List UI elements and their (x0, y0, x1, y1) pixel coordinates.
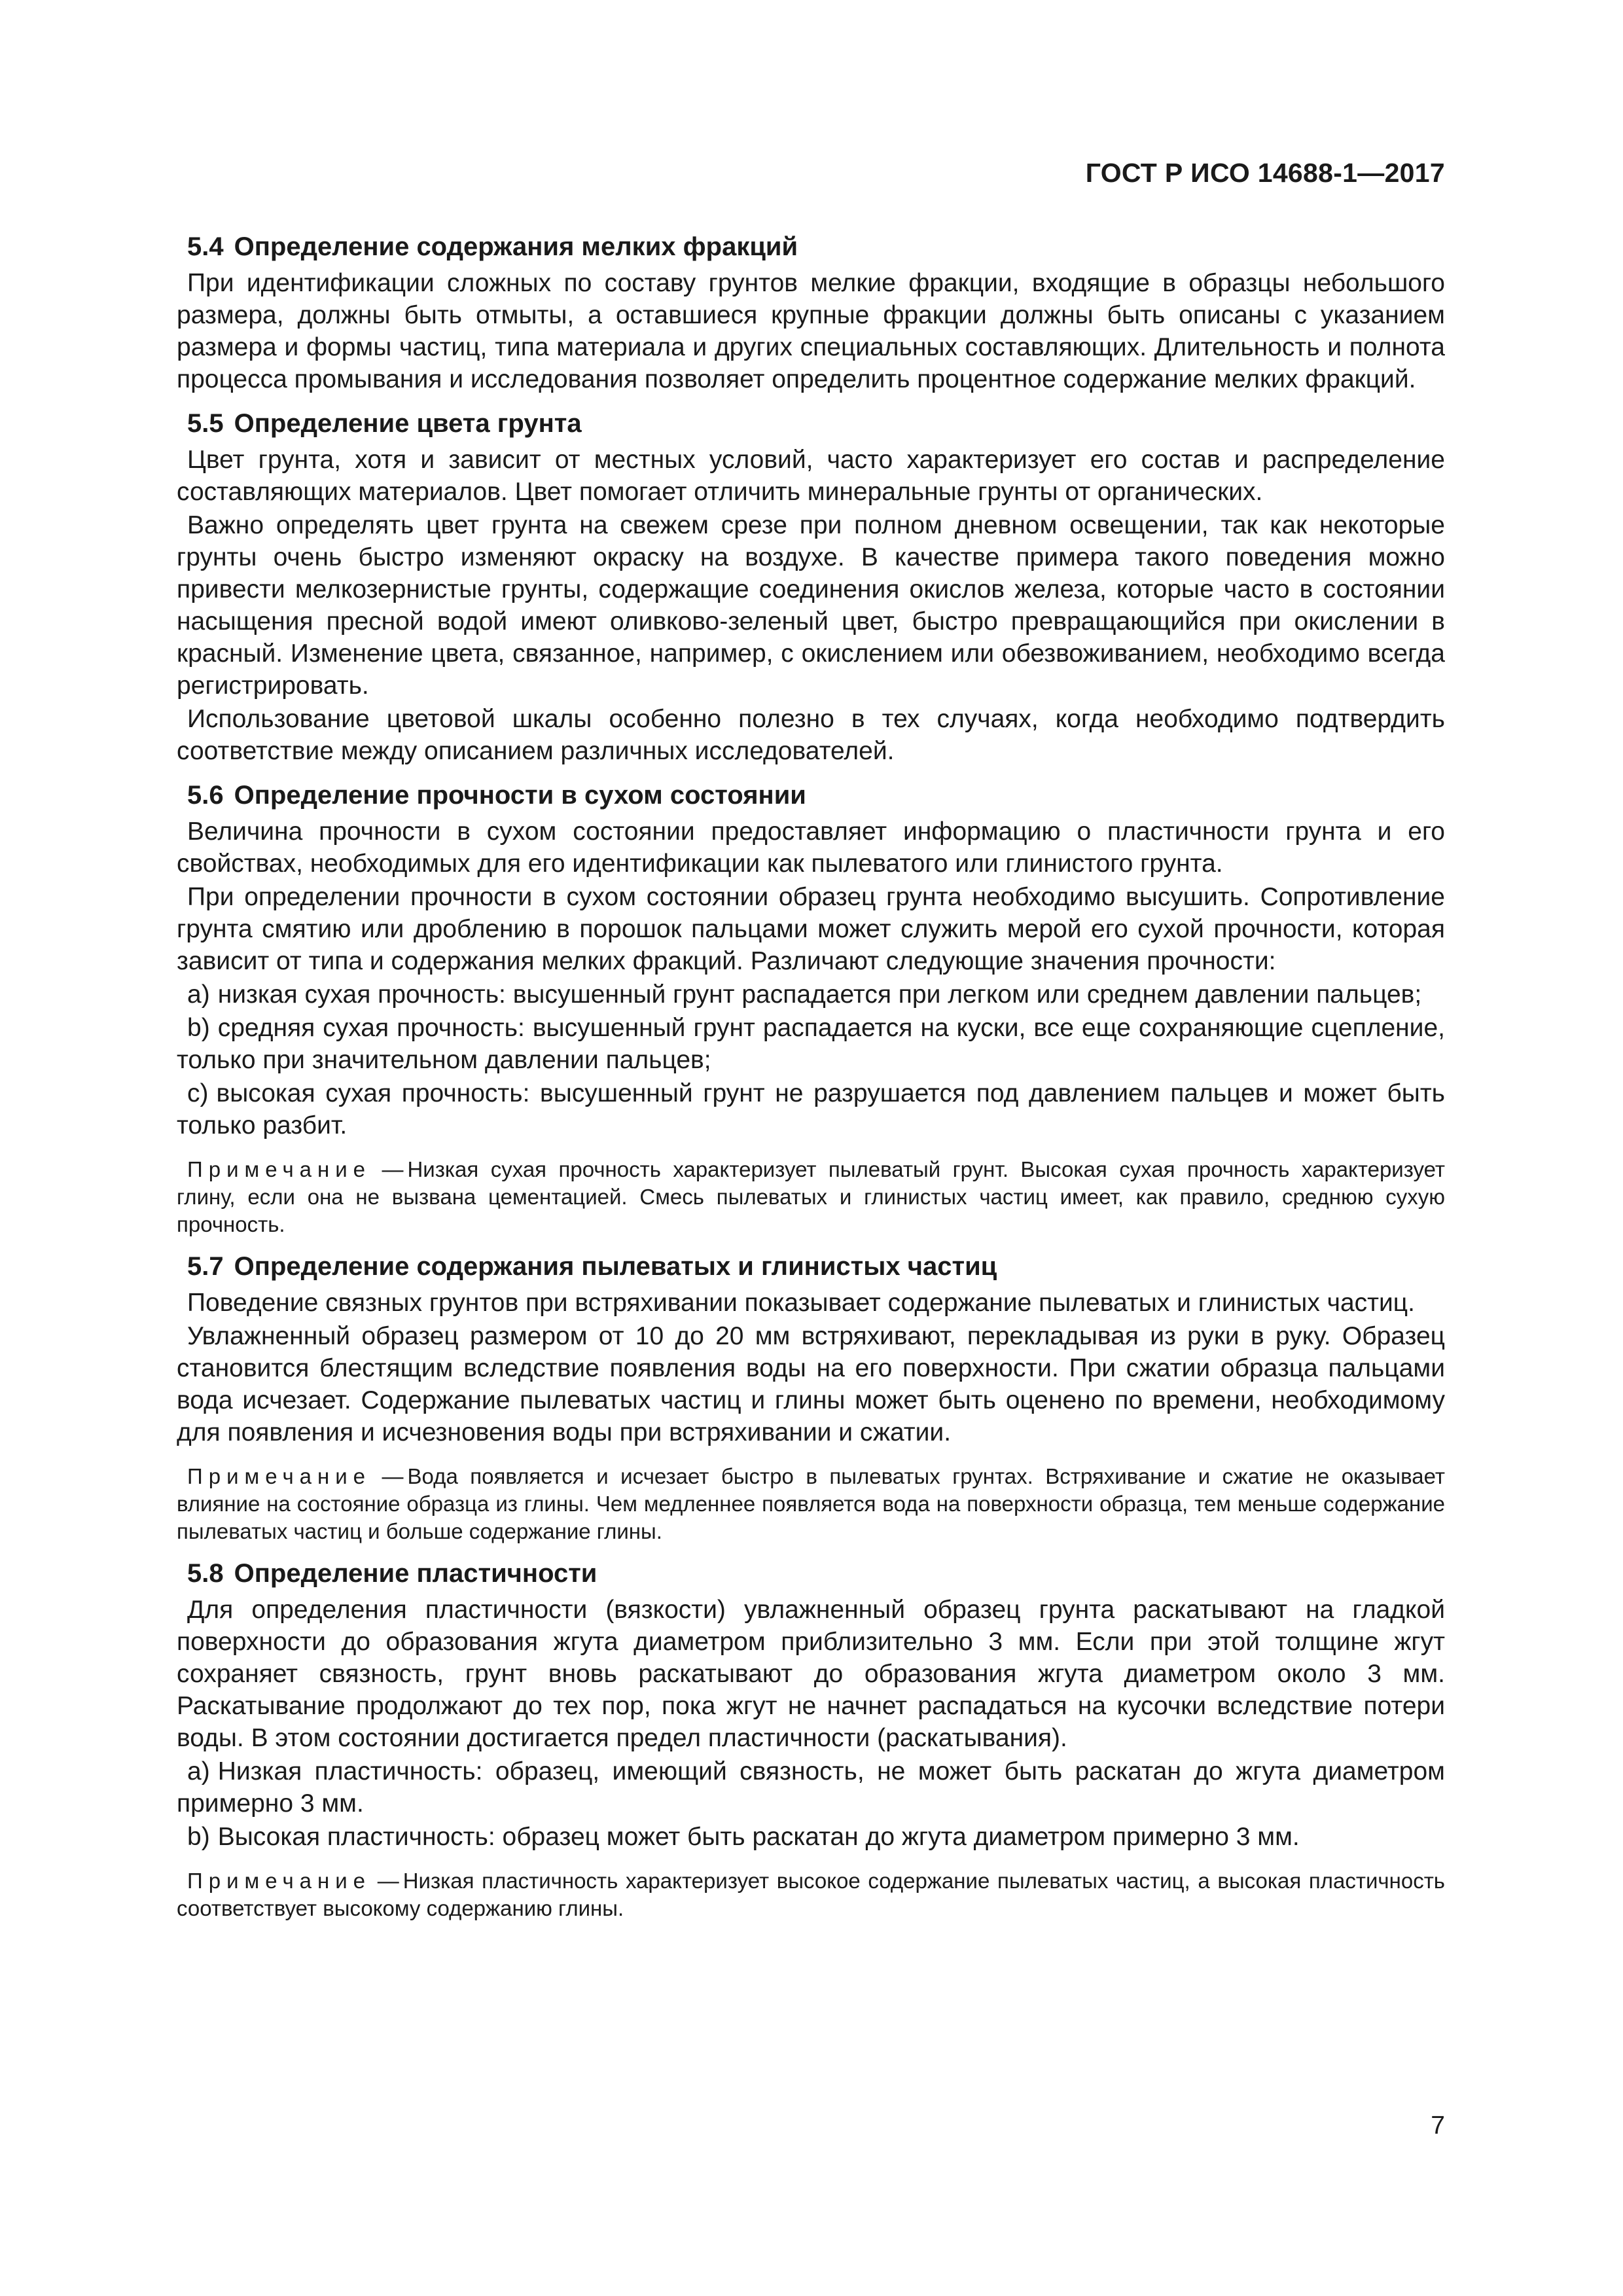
note-text: Низкая сухая прочность характеризует пылеватый грунт. Высокая сухая прочность характеризует глину, если она не вызвана цементацией. Смесь пылеватых и глинистых частиц имеет, как правило, среднюю сухую прочность. (177, 1157, 1445, 1236)
paragraph: Цвет грунта, хотя и зависит от местных условий, часто характеризует его состав и распределение составляющих материалов. Цвет помогает отличить минеральные грунты от органических. (177, 446, 1445, 506)
paragraph: Величина прочности в сухом состоянии предоставляет информацию о пластичности грунта и его свойствах, необходимых для его идентификации как пылеватого или глинистого грунта. (177, 817, 1445, 878)
list-item-letter: b) (187, 1014, 210, 1042)
list-item (177, 978, 1445, 1011)
note (177, 1463, 1445, 1545)
note-dash: — (377, 1869, 399, 1893)
section-heading-5-4 (177, 230, 1445, 263)
list-item-text: Низкая пластичность: образец, имеющий связность, не может быть раскатан до жгута диаметром примерно 3 мм. (177, 1757, 1445, 1818)
note-label: Примечание (187, 1869, 372, 1893)
list-item-letter: c) (187, 1079, 209, 1107)
list-item (177, 1012, 1445, 1076)
list-item (177, 1821, 1445, 1853)
document-body (177, 230, 1445, 1931)
list-item (177, 1755, 1445, 1820)
note-label: Примечание (187, 1157, 372, 1181)
note-dash: — (382, 1464, 404, 1488)
section-title: Определение прочности в сухом состоянии (234, 781, 806, 810)
list-item-text: низкая сухая прочность: высушенный грунт распадается при легком или среднем давлении пальцев; (217, 980, 1422, 1009)
list-item-text: высокая сухая прочность: высушенный грунт не разрушается под давлением пальцев и может быть только разбит. (177, 1079, 1445, 1139)
section-number: 5.4 (187, 232, 224, 261)
page-number: 7 (1431, 2111, 1445, 2140)
section-heading-5-7 (177, 1250, 1445, 1283)
paragraph: Для определения пластичности (вязкости) увлажненный образец грунта раскатывают на гладкой поверхности до образования жгута диаметром приблизительно 3 мм. Если при этой толщине жгут сохраняет связность, грунт вновь раскатывают до образования жгута диаметром около 3 мм. Раскатывание продолжают до тех пор, пока жгут не начнет распадаться на кусочки вследствие потери воды. В этом состоянии достигается предел пластичности (раскатывания). (177, 1596, 1445, 1752)
list-item (177, 1077, 1445, 1141)
paragraph: При определении прочности в сухом состоянии образец грунта необходимо высушить. Сопротивление грунта смятию или дроблению в порошок пальцами может служить мерой его сухой прочности, которая зависит от типа и содержания мелких фракций. Различают следующие значения прочности: (177, 883, 1445, 975)
note-text: Вода появляется и исчезает быстро в пылеватых грунтах. Встряхивание и сжатие не оказывает влияние на состояние образца из глины. Чем медленнее появляется вода на поверхности образца, тем меньше содержание пылеватых частиц и больше содержание глины. (177, 1464, 1445, 1543)
section-title: Определение цвета грунта (234, 409, 582, 438)
section-number: 5.8 (187, 1559, 224, 1588)
list-item-letter: b) (187, 1823, 210, 1851)
note (177, 1156, 1445, 1238)
list-item-letter: a) (187, 1757, 210, 1785)
paragraph: Поведение связных грунтов при встряхивании показывает содержание пылеватых и глинистых частиц. (187, 1289, 1415, 1317)
paragraph: Увлажненный образец размером от 10 до 20 мм встряхивают, перекладывая из руки в руку. Образец становится блестящим вследствие появления воды на его поверхности. При сжатии образца пальцами вода исчезает. Содержание пылеватых частиц и глины может быть оценено по времени, необходимому для появления и исчезновения воды при встряхивании и сжатии. (177, 1322, 1445, 1446)
list-item-text: средняя сухая прочность: высушенный грунт распадается на куски, все еще сохраняющие сцепление, только при значительном давлении пальцев; (177, 1014, 1445, 1074)
note-text: Низкая пластичность характеризует высокое содержание пылеватых частиц, а высокая пластичность соответствует высокому содержанию глины. (177, 1869, 1445, 1920)
section-title: Определение содержания мелких фракций (234, 232, 798, 261)
section-number: 5.5 (187, 409, 224, 438)
section-heading-5-6 (177, 779, 1445, 812)
paragraph: При идентификации сложных по составу грунтов мелкие фракции, входящие в образцы небольшого размера, должны быть отмыты, а оставшиеся крупные фракции должны быть описаны с указанием размера и формы частиц, типа материала и других специальных составляющих. Длительность и полнота процесса промывания и исследования позволяет определить процентное содержание мелких фракций. (177, 269, 1445, 393)
section-title: Определение пластичности (234, 1559, 597, 1588)
note-dash: — (382, 1157, 404, 1181)
list-item-letter: a) (187, 980, 210, 1009)
section-number: 5.7 (187, 1252, 224, 1281)
section-number: 5.6 (187, 781, 224, 810)
note-label: Примечание (187, 1464, 372, 1488)
paragraph: Важно определять цвет грунта на свежем срезе при полном дневном освещении, так как некоторые грунты очень быстро изменяют окраску на воздухе. В качестве примера такого поведения можно привести мелкозернистые грунты, содержащие соединения окислов железа, которые часто в состоянии насыщения пресной водой имеют оливково-зеленый цвет, быстро превращающийся при окислении в красный. Изменение цвета, связанное, например, с окислением или обезвоживанием, необходимо всегда регистрировать. (177, 511, 1445, 700)
note (177, 1867, 1445, 1922)
section-heading-5-8 (177, 1557, 1445, 1590)
section-heading-5-5 (177, 407, 1445, 440)
paragraph: Использование цветовой шкалы особенно полезно в тех случаях, когда необходимо подтвердить соответствие между описанием различных исследователей. (177, 705, 1445, 765)
document-code: ГОСТ Р ИСО 14688-1—2017 (1085, 158, 1445, 188)
list-item-text: Высокая пластичность: образец может быть раскатан до жгута диаметром примерно 3 мм. (217, 1823, 1300, 1851)
section-title: Определение содержания пылеватых и глинистых частиц (234, 1252, 997, 1281)
